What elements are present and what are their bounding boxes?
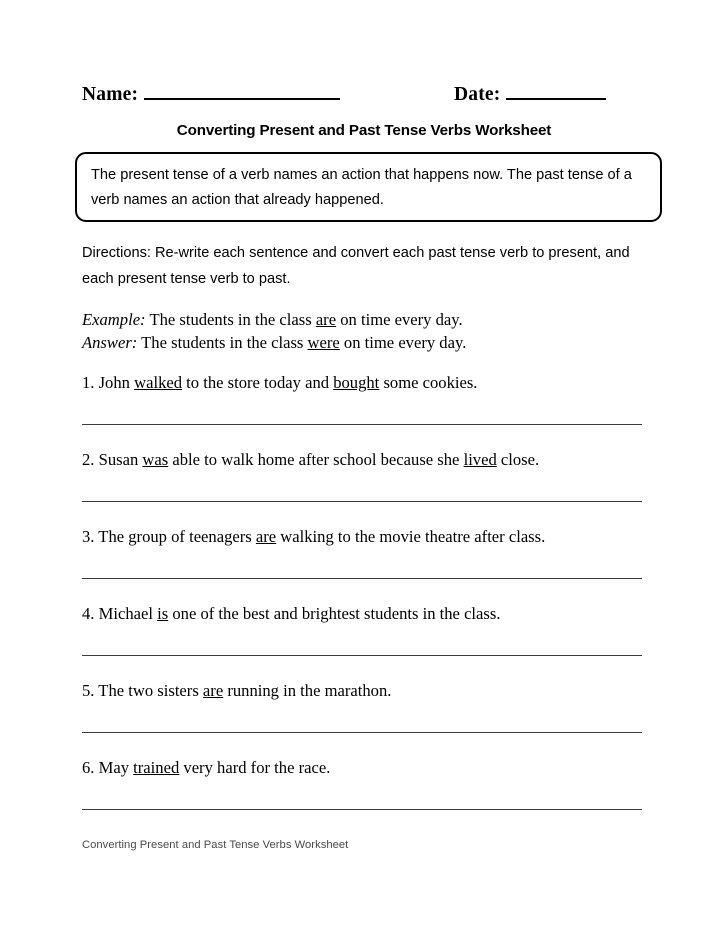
header-fields xyxy=(82,82,642,108)
answer-verb: were xyxy=(307,333,340,352)
name-label: Name: xyxy=(82,84,139,105)
question-text xyxy=(82,757,644,778)
question-part-2: running in the marathon. xyxy=(223,681,392,700)
question-verb-1: was xyxy=(142,450,169,469)
question-number: 3. xyxy=(82,527,95,546)
question-number: 6. xyxy=(82,758,95,777)
list-item xyxy=(82,757,644,834)
answer-write-line[interactable] xyxy=(82,424,642,425)
answer-write-line[interactable] xyxy=(82,809,642,810)
question-verb-1: trained xyxy=(133,758,180,777)
question-verb-2: lived xyxy=(463,450,497,469)
answer-write-line[interactable] xyxy=(82,501,642,502)
question-part-1: John xyxy=(94,373,135,392)
question-verb-1: are xyxy=(202,681,224,700)
name-field xyxy=(82,82,340,106)
question-list xyxy=(82,372,644,834)
date-label: Date: xyxy=(454,84,501,105)
question-part-2: very hard for the race. xyxy=(179,758,331,777)
question-text xyxy=(82,372,644,393)
question-part-2: able to walk home after school because she xyxy=(168,450,464,469)
example-text-before: The students in the class xyxy=(145,310,316,329)
answer-write-line[interactable] xyxy=(82,578,642,579)
question-part-1: May xyxy=(94,758,134,777)
answer-text-before: The students in the class xyxy=(137,333,308,352)
question-text xyxy=(82,603,644,624)
question-part-1: Michael xyxy=(94,604,158,623)
list-item xyxy=(82,372,644,449)
question-number: 2. xyxy=(82,450,95,469)
question-part-2: one of the best and brightest students in the class. xyxy=(168,604,501,623)
directions-text: Directions: Re-write each sentence and convert each past tense verb to present, and each present tense verb to past. xyxy=(82,245,630,287)
question-verb-2: bought xyxy=(333,373,380,392)
question-number: 1. xyxy=(82,373,95,392)
list-item xyxy=(82,680,644,757)
question-part-2: walking to the movie theatre after class. xyxy=(276,527,546,546)
date-blank-line[interactable] xyxy=(506,82,606,100)
example-text-after: on time every day. xyxy=(336,310,463,329)
answer-write-line[interactable] xyxy=(82,732,642,733)
example-line xyxy=(82,308,652,331)
definition-text: The present tense of a verb names an action that happens now. The past tense of a verb names an action that already happened. xyxy=(91,167,632,208)
question-part-1: The two sisters xyxy=(94,681,203,700)
list-item xyxy=(82,526,644,603)
definition-callout-box xyxy=(75,152,662,222)
question-verb-1: is xyxy=(157,604,169,623)
question-part-1: The group of teenagers xyxy=(94,527,256,546)
question-verb-1: are xyxy=(255,527,277,546)
list-item xyxy=(82,449,644,526)
question-number: 4. xyxy=(82,604,95,623)
question-part-1: Susan xyxy=(94,450,143,469)
question-part-3: close. xyxy=(496,450,540,469)
example-label: Example: xyxy=(82,310,146,329)
question-part-2: to the store today and xyxy=(182,373,334,392)
name-blank-line[interactable] xyxy=(144,82,340,100)
page-title: Converting Present and Past Tense Verbs Worksheet xyxy=(176,122,552,139)
question-number: 5. xyxy=(82,681,95,700)
list-item xyxy=(82,603,644,680)
question-verb-1: walked xyxy=(134,373,183,392)
date-field xyxy=(454,82,606,106)
footer-caption: Converting Present and Past Tense Verbs Worksheet xyxy=(82,839,349,851)
answer-write-line[interactable] xyxy=(82,655,642,656)
example-verb: are xyxy=(315,310,337,329)
answer-label: Answer: xyxy=(82,333,138,352)
question-part-3: some cookies. xyxy=(379,373,478,392)
question-text xyxy=(82,680,644,701)
answer-line-text xyxy=(82,331,652,354)
question-text xyxy=(82,526,644,547)
question-text xyxy=(82,449,644,470)
example-answer-block xyxy=(82,308,652,354)
answer-text-after: on time every day. xyxy=(339,333,467,352)
